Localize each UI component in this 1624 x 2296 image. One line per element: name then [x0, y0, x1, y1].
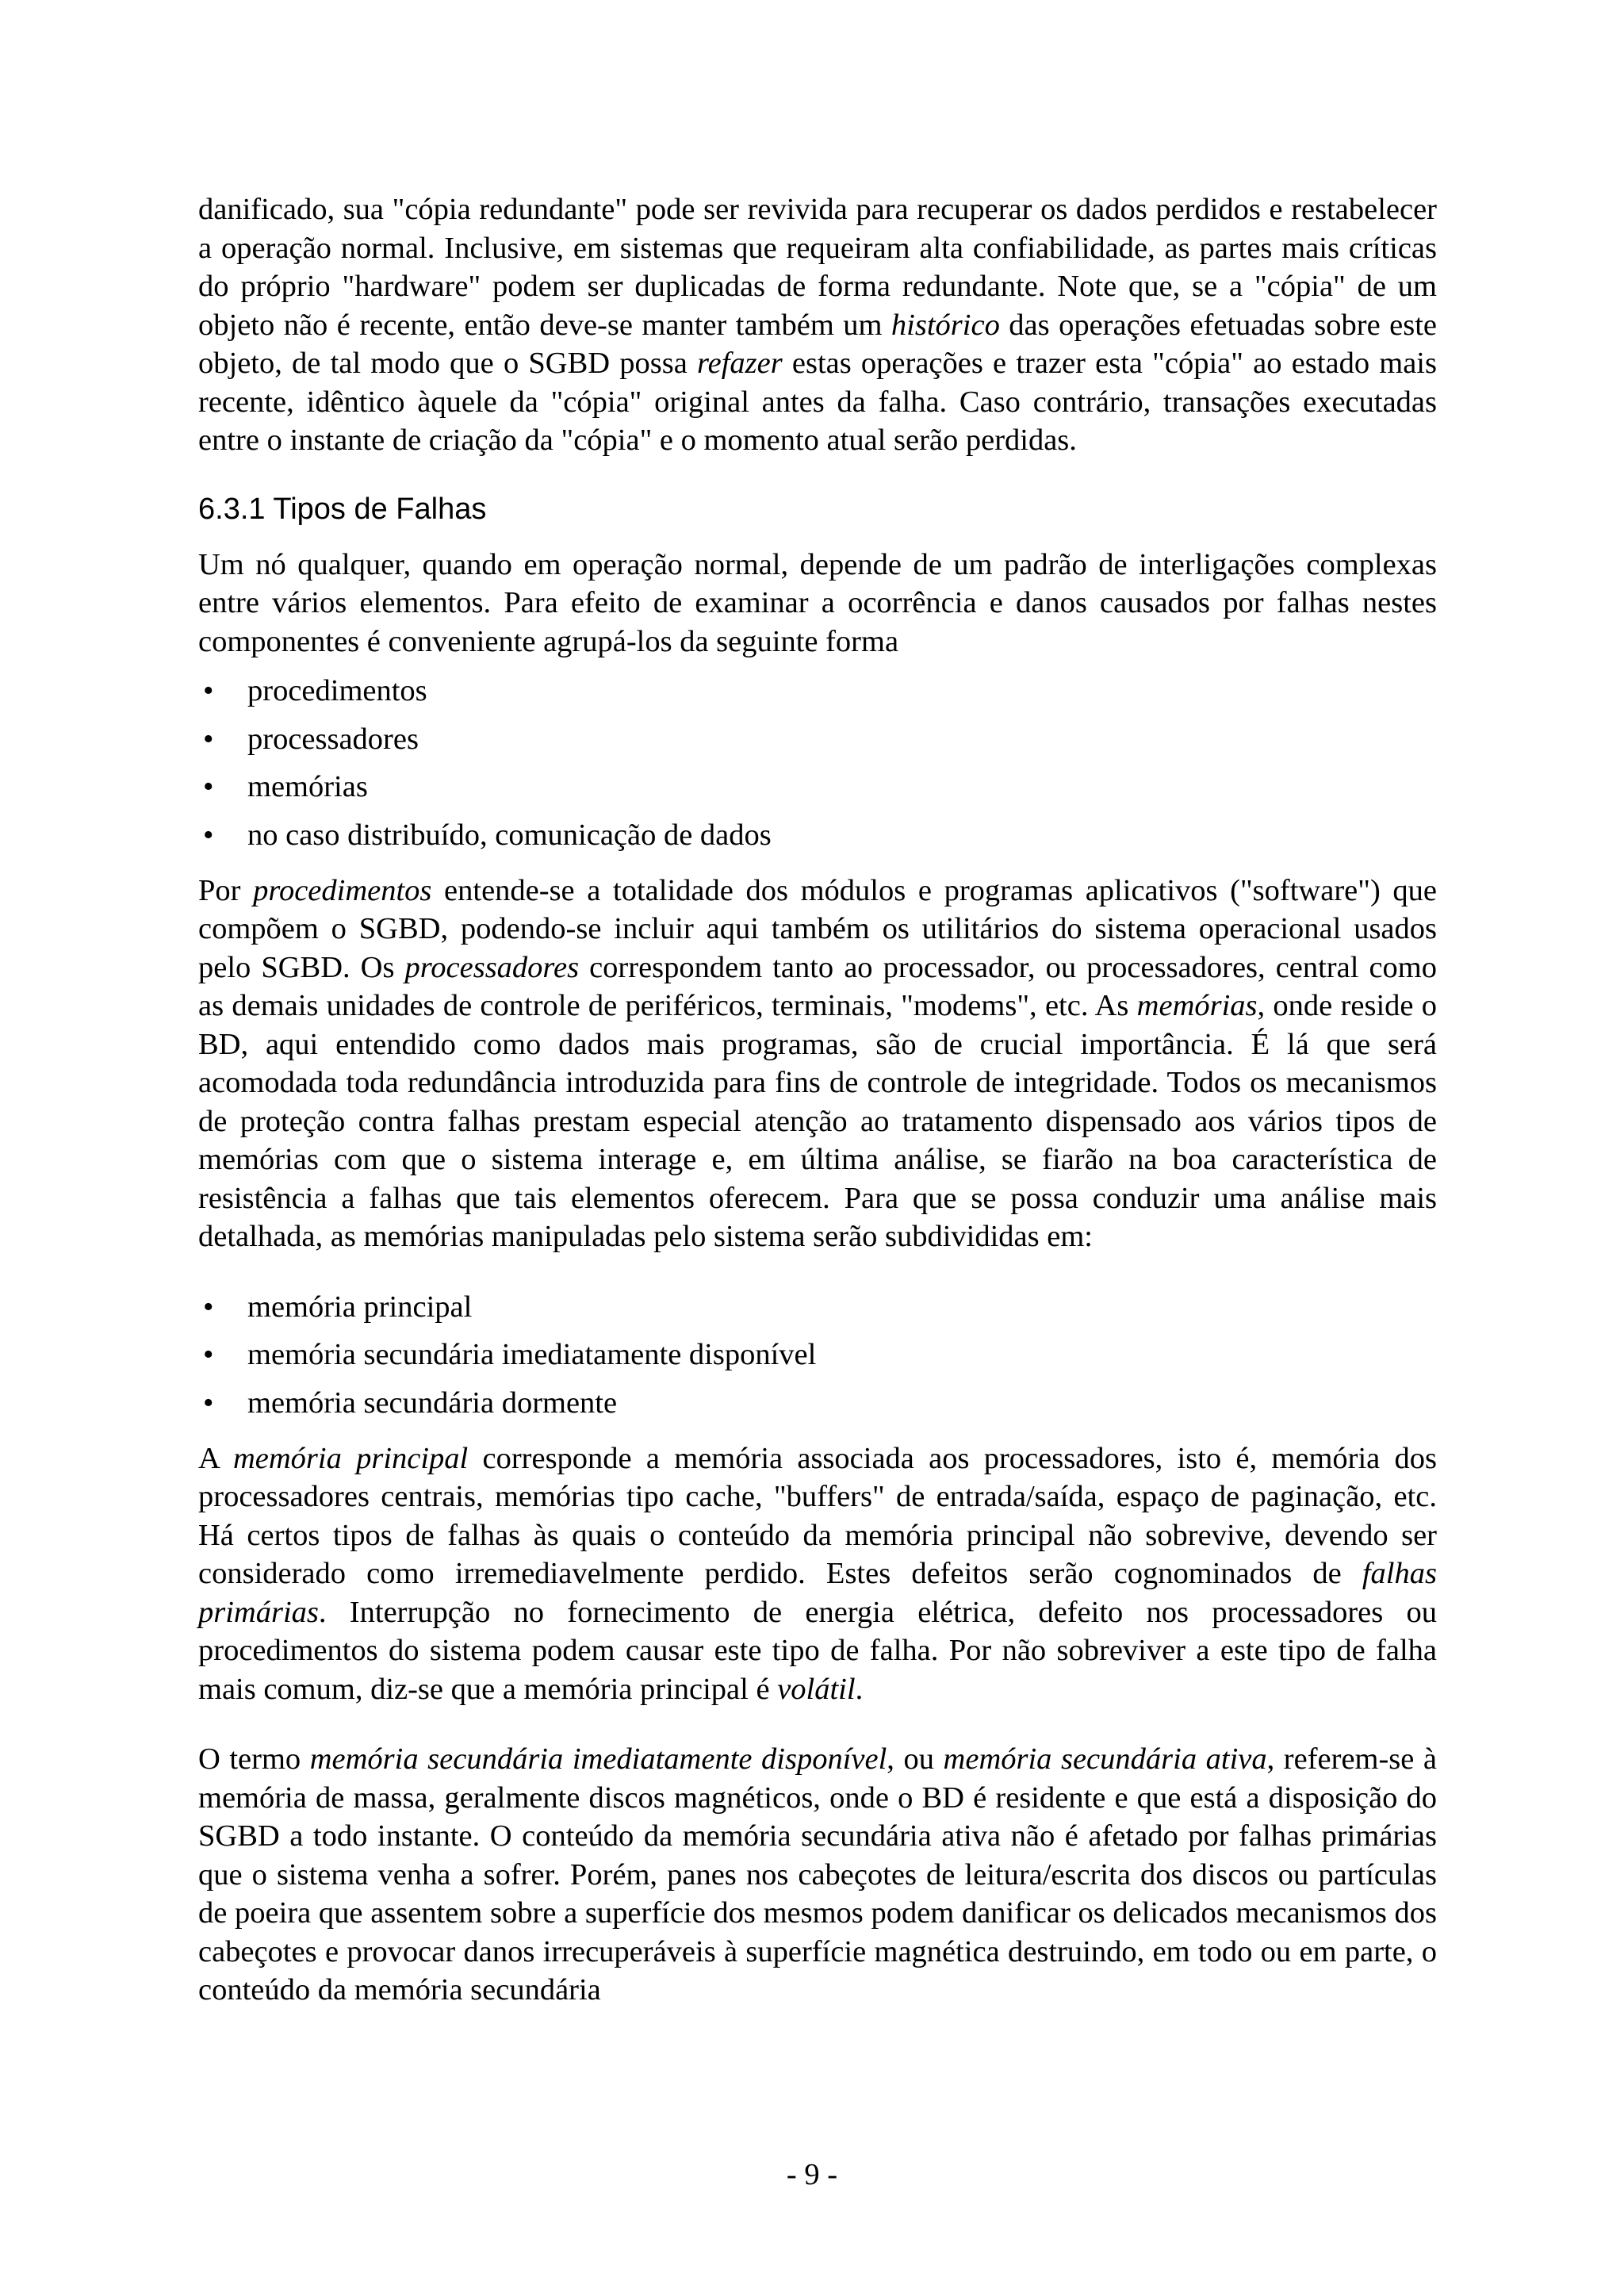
paragraph-node-components: Um nó qualquer, quando em operação normal, depende de um padrão de interligações complexas entre vários elementos. Para efeito de examinar a ocorrência e danos causados por falhas nestes componentes é conveniente agrupá-los da seguinte forma	[198, 547, 1437, 658]
list-item: • memória secundária dormente	[198, 1384, 1437, 1422]
term-procedimentos: procedimentos	[253, 873, 432, 907]
bullet-icon: •	[203, 1290, 214, 1324]
document-page	[198, 190, 1437, 2010]
page-number: - 9 -	[786, 2158, 838, 2191]
list-item: • memória secundária imediatamente disponível	[198, 1336, 1437, 1374]
term-historico: histórico	[891, 308, 1000, 342]
term-volatil: volátil	[777, 1672, 856, 1706]
term-memoria-secundaria-disponivel: memória secundária imediatamente disponível	[309, 1742, 887, 1777]
list-item: • no caso distribuído, comunicação de dados	[198, 816, 1437, 854]
bullet-icon: •	[203, 770, 214, 804]
term-memoria-principal: memória principal	[232, 1441, 469, 1475]
bullet-icon: •	[203, 818, 214, 852]
term-refazer: refazer	[697, 347, 783, 380]
paragraph-redundant-copy: danificado, sua "cópia redundante" pode ser revivida para recuperar os dados perdidos e restabelecer a operação normal. Inclusive, em sistemas que requeiram alta confiabilidade, as partes mais críticas do próprio "hardware" podem ser duplicadas de forma redundante. Note que, se a "cópia" de um objeto não é recente, então deve-se manter também um histórico das operações efetuadas sobre este objeto, de tal modo que o SGBD possa refazer estas operações e trazer esta "cópia" ao estado mais recente, idêntico àquele da "cópia" original antes da falha. Caso contrário, transações executadas entre o instante de criação da "cópia" e o momento atual serão perdidas.	[198, 193, 1437, 457]
paragraph-procedures-definition: Por procedimentos entende-se a totalidade dos módulos e programas aplicativos ("software") que compõem o SGBD, podendo-se incluir aqui também os utilitários do sistema operacional usados pelo SGBD. Os processadores correspondem tanto ao processador, ou processadores, central como as demais unidades de controle de periféricos, terminais, "modems", etc. As memórias, onde reside o BD, aqui entendido como dados mais programas, são de crucial importância. É lá que será acomodada toda redundância introduzida para fins de controle de integridade. Todos os mecanismos de proteção contra falhas prestam especial atenção ao tratamento dispensado aos vários tipos de memórias com que o sistema interage e, em última análise, se fiarão na boa característica de resistência a falhas que tais elementos oferecem. Para que se possa conduzir uma análise mais detalhada, as memórias manipuladas pelo sistema serão subdivididas em:	[198, 873, 1438, 1254]
term-memorias: memórias	[1136, 989, 1258, 1023]
bullet-icon: •	[203, 1338, 214, 1372]
paragraph-secondary-memory: O termo memória secundária imediatamente disponível, ou memória secundária ativa, referem-se à memória de massa, geralmente discos magnéticos, onde o BD é residente e que está a disposição do SGBD a todo instante. O conteúdo da memória secundária ativa não é afetado por falhas primárias que o sistema venha a sofrer. Porém, panes nos cabeçotes de leitura/escrita dos discos ou partículas de poeira que assentem sobre a superfície dos mesmos podem danificar os delicados mecanismos dos cabeçotes e provocar danos irrecuperáveis à superfície magnética destruindo, em todo ou em parte, o conteúdo da memória secundária	[198, 1742, 1438, 2007]
list-item: • processadores	[198, 720, 1437, 758]
component-list	[198, 672, 1437, 854]
term-processadores: processadores	[404, 950, 580, 984]
list-item: • memória principal	[198, 1288, 1437, 1326]
list-item: • memórias	[198, 768, 1437, 806]
section-heading: 6.3.1 Tipos de Falhas	[198, 492, 487, 526]
term-memoria-secundaria-ativa: memória secundária ativa	[943, 1742, 1267, 1777]
memory-types-list	[198, 1288, 1437, 1422]
bullet-icon: •	[203, 1386, 214, 1420]
list-item: • procedimentos	[198, 672, 1437, 710]
bullet-icon: •	[203, 722, 214, 756]
paragraph-main-memory: A memória principal corresponde a memória associada aos processadores, isto é, memória dos processadores centrais, memórias tipo cache, "buffers" de entrada/saída, espaço de paginação, etc. Há certos tipos de falhas às quais o conteúdo da memória principal não sobrevive, devendo ser considerado como irremediavelmente perdido. Estes defeitos serão cognominados de falhas primárias. Interrupção no fornecimento de energia elétrica, defeito nos processadores ou procedimentos do sistema podem causar este tipo de falha. Por não sobreviver a este tipo de falha mais comum, diz-se que a memória principal é volátil.	[198, 1441, 1437, 1706]
bullet-icon: •	[203, 674, 214, 707]
term-falhas-primarias: falhas primárias	[198, 1557, 1437, 1629]
